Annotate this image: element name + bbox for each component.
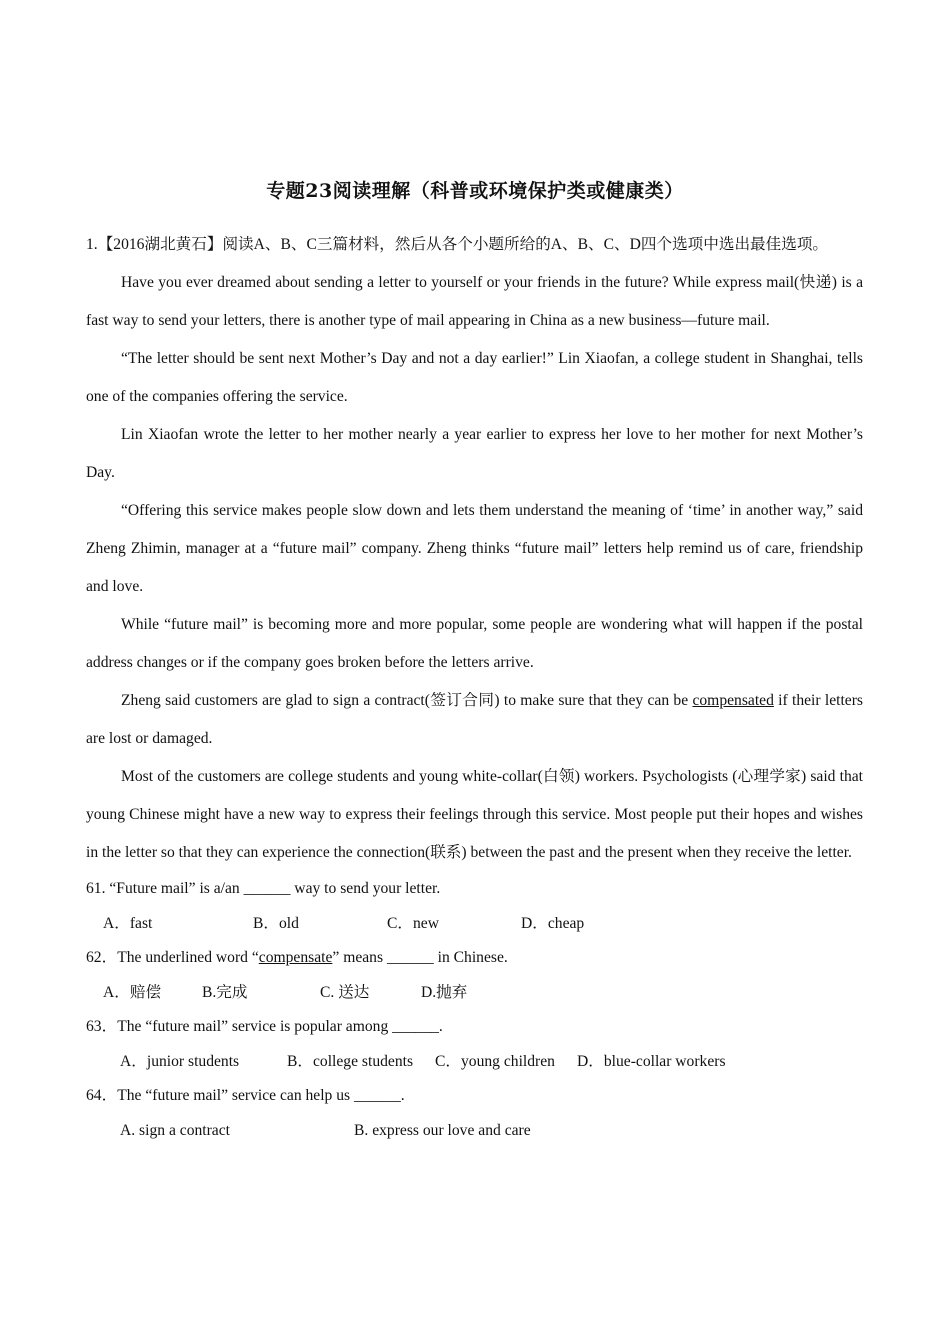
option-a: A. sign a contract — [120, 1121, 230, 1139]
option-c: C．new — [387, 914, 439, 932]
passage-paragraph-3: Lin Xiaofan wrote the letter to her mother nearly a year earlier to express her love to her mother for next Mother’s Day. — [86, 426, 863, 481]
passage-paragraph-5: While “future mail” is becoming more and more popular, some people are wondering what will happen if the postal address changes or if the company goes broken before the letters arrive. — [86, 616, 863, 671]
option-b: B．college students — [287, 1052, 414, 1070]
paragraph-text: if their letters are lost or damaged. — [86, 692, 863, 747]
option-d: D．blue-collar workers — [577, 1052, 726, 1070]
question-61-stem: 61. “Future mail” is a/an ______ way to send your letter. — [86, 880, 441, 897]
question-61-options — [86, 907, 863, 942]
option-a: A．fast — [103, 914, 153, 932]
option-d: D.抛弃 — [421, 983, 468, 1001]
passage-paragraph-7: Most of the customers are college students and young white-collar(白领) workers. Psychologists (心理学家) said that young Chinese might have a new way to express their feelings through this service. Most people put their hopes and wishes in the letter so that they can experience the connection(联系) between the past and the present when they receive the letter. — [86, 768, 863, 861]
option-a: A．赔偿 — [103, 983, 162, 1001]
option-c: C. 送达 — [320, 983, 370, 1001]
question-64-options — [86, 1114, 863, 1149]
paragraph-text: Zheng said customers are glad to sign a contract(签订合同) to make sure that they can be — [121, 692, 693, 709]
question-64-stem: 64．The “future mail” service can help us ______. — [86, 1087, 405, 1104]
option-d: D．cheap — [521, 914, 585, 932]
underlined-word: compensate — [258, 949, 333, 966]
question-63-stem: 63．The “future mail” service is popular among ______. — [86, 1018, 443, 1035]
passage-paragraph-4: “Offering this service makes people slow down and lets them understand the meaning of ‘time’ in another way,” said Zheng Zhimin, manager at a “future mail” company. Zheng thinks “future mail” letters help remind us of care, friendship and love. — [86, 502, 863, 595]
question-63-options — [86, 1045, 863, 1080]
option-c: C．young children — [435, 1052, 555, 1070]
question-text: 62．The underlined word “ — [86, 949, 259, 966]
passage-paragraph-2: “The letter should be sent next Mother’s Day and not a day earlier!” Lin Xiaofan, a college student in Shanghai, tells one of the companies offering the service. — [86, 350, 863, 405]
option-a: A．junior students — [120, 1052, 240, 1070]
underlined-word: compensated — [692, 692, 774, 709]
question-62-stem — [86, 941, 863, 976]
page-title: 专题23阅读理解（科普或环境保护类或健康类） — [266, 180, 684, 202]
passage-paragraph-6 — [86, 682, 863, 758]
passage-paragraph-1: Have you ever dreamed about sending a letter to yourself or your friends in the future? While express mail(快递) is a fast way to send your letters, there is another type of mail appearing in China as a new business—future mail. — [86, 274, 863, 329]
question-text: ” means ______ in Chinese. — [332, 949, 508, 966]
option-b: B.完成 — [202, 983, 248, 1001]
document-body — [86, 226, 863, 1148]
option-b: B. express our love and care — [354, 1121, 531, 1139]
option-b: B．old — [253, 914, 299, 932]
question-62-options — [86, 976, 863, 1011]
instruction-text: 1.【2016湖北黄石】阅读A、B、C三篇材料，然后从各个小题所给的A、B、C、D四个选项中选出最佳选项。 — [86, 236, 829, 253]
